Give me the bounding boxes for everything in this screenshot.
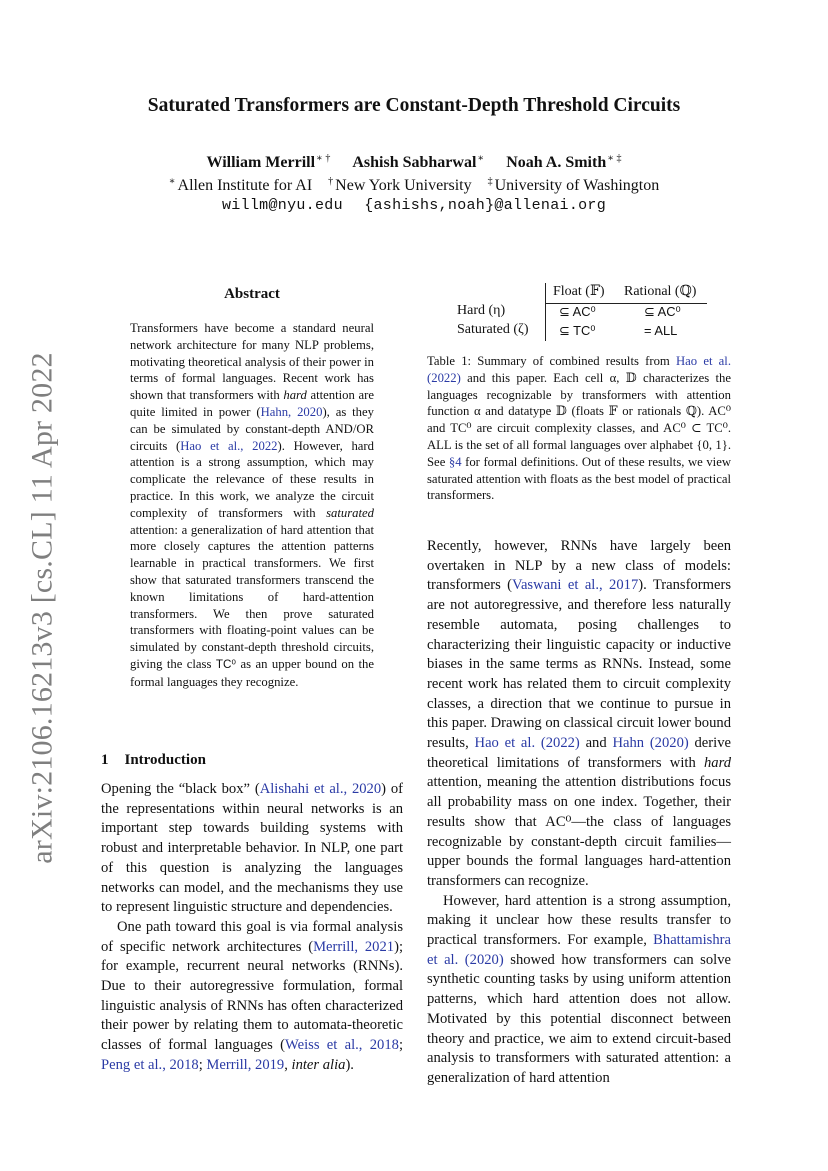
table-header-rational: Rational (ℚ) bbox=[624, 284, 697, 299]
results-table bbox=[449, 283, 719, 343]
citation-link[interactable]: Hao et al. (2022) bbox=[474, 735, 580, 752]
table-cell: ⊆ AC⁰ bbox=[559, 304, 596, 319]
citation-link[interactable]: Merrill, 2019 bbox=[206, 1056, 285, 1073]
table-row-label: Hard (η) bbox=[457, 303, 506, 318]
affiliation: ∗ Allen Institute for AI bbox=[168, 176, 313, 195]
right-column-body bbox=[427, 537, 731, 1089]
left-column-body bbox=[101, 780, 403, 1076]
table-row-label: Saturated (ζ) bbox=[457, 322, 529, 337]
citation-link[interactable]: Alishahi et al., 2020 bbox=[259, 781, 382, 797]
paragraph: However, hard attention is a strong assumption, making it unclear how these results transfer to practical transformers. For example, Bhattamishra et al. (2020) showed how transformers can solve synthetic counting tasks by using uniform attention patterns, which hard attention does not allow. Motivated by this potential disconnect between theory and practice, we aim to extend circuit-based analysis to transformers with saturated attention: a generalization of hard attention bbox=[427, 892, 731, 1086]
author-list bbox=[0, 153, 828, 172]
table-caption: Table 1: Summary of combined results from Hao et al. (2022) and this paper. Each cell α, 𝔻 characterizes the languages recognizable by transformers with attention function α and datatype 𝔻 (floats 𝔽 or rationals ℚ). AC⁰ and TC⁰ are circuit complexity classes, and AC⁰ ⊂ TC⁰. ALL is the set of all formal languages over alphabet {0, 1}. See §4 for formal definitions. Out of these results, we view saturated attention with floats as the best model of practical transformers. bbox=[427, 354, 732, 503]
arxiv-side-stamp bbox=[23, 352, 63, 864]
table-cell: ⊆ AC⁰ bbox=[644, 304, 681, 319]
table-vertical-rule bbox=[545, 283, 546, 341]
paragraph: Opening the “black box” (Alishahi et al., 2020) of the representations within neural networks is an important step towards building systems with robust and interpretable behavior. In NLP, one part of this question is analyzing the languages networks can model, and the mechanisms they use to represent linguistic structure and dependencies. bbox=[101, 781, 403, 916]
author: William Merrill∗ † bbox=[206, 153, 331, 172]
table-cell: = ALL bbox=[644, 323, 678, 338]
citation-link[interactable]: Vaswani et al., 2017 bbox=[512, 577, 639, 594]
abstract-heading: Abstract bbox=[224, 286, 280, 302]
table-header-float: Float (𝔽) bbox=[553, 284, 605, 299]
citation-link[interactable]: Hahn (2020) bbox=[612, 735, 689, 752]
section-number: 1 bbox=[101, 752, 109, 768]
author: Ashish Sabharwal∗ bbox=[352, 153, 485, 172]
email: willm@nyu.edu bbox=[221, 197, 343, 214]
citation-link[interactable]: Peng et al., 2018 bbox=[101, 1056, 199, 1073]
affiliation: † New York University bbox=[328, 176, 472, 195]
section-heading bbox=[101, 752, 206, 769]
email: {ashishs,noah}@allenai.org bbox=[364, 197, 607, 214]
citation-link[interactable]: Merrill, 2021 bbox=[313, 938, 395, 955]
paper-title: Saturated Transformers are Constant-Depth Threshold Circuits bbox=[147, 95, 681, 116]
affiliation-list bbox=[0, 176, 828, 195]
section-link[interactable]: §4 bbox=[448, 454, 462, 469]
section-title: Introduction bbox=[124, 752, 206, 768]
author: Noah A. Smith∗ ‡ bbox=[506, 153, 622, 172]
affiliation: ‡ University of Washington bbox=[487, 176, 660, 195]
citation-link[interactable]: Hao et al., 2022 bbox=[180, 438, 278, 453]
paragraph: One path toward this goal is via formal analysis of specific network architectures (Merrill, 2021); for example, recurrent neural networks (RNNs). Due to their autoregressive formulation, formal linguistic analysis of RNNs has often characterized their power by relating them to automata-theoretic classes of formal languages (Weiss et al., 2018; Peng et al., 2018; Merrill, 2019, inter alia). bbox=[101, 918, 404, 1073]
email-list bbox=[0, 197, 828, 214]
citation-link[interactable]: Bhattamishra et al. (2020) bbox=[427, 932, 731, 968]
abstract-text: Transformers have become a standard neural network architecture for many NLP problems, motivating theoretical analysis of their power in terms of formal languages. Recent work has shown that transformers with hard attention are quite limited in power (Hahn, 2020), as they can be simulated by constant-depth AND/OR circuits (Hao et al., 2022). However, hard attention is a strong assumption, which may complicate the relevance of these results in practice. In this work, we analyze the circuit complexity of transformers with saturated attention: a generalization of hard attention that more closely captures the attention patterns learnable in practical transformers. We first show that saturated transformers transcend the known limitations of hard-attention transformers. We then prove saturated transformers with floating-point values can be simulated by constant-depth threshold circuits, giving the class TC⁰ as an upper bound on the formal languages they recognize. bbox=[130, 321, 375, 689]
arxiv-identifier: arXiv:2106.16213v3 [cs.CL] 11 Apr 2022 bbox=[26, 352, 59, 864]
citation-link[interactable]: Hao et al. (2022) bbox=[427, 354, 732, 385]
citation-link[interactable]: Weiss et al., 2018 bbox=[285, 1037, 399, 1054]
citation-link[interactable]: Hahn, 2020 bbox=[260, 404, 323, 419]
table-cell: ⊆ TC⁰ bbox=[559, 323, 596, 338]
paragraph: Recently, however, RNNs have largely been overtaken in NLP by a new class of models: transformers (Vaswani et al., 2017). Transformers are not autoregressive, and therefore less naturally resemble automata, posing challenges to characterizing their linguistic capacity or inductive biases in the same terms as RNNs. Instead, some recent work has related them to circuit complexity classes, a direction that we continue to pursue in this paper. Drawing on classical circuit lower bound results, Hao et al. (2022) and Hahn (2020) derive theoretical limitations of transformers with hard attention, meaning the attention distributions focus all probability mass on one index. Together, their results show that AC⁰—the class of languages recognizable by constant-depth circuit families—upper bounds the formal languages hard-attention transformers can recognize. bbox=[427, 538, 731, 889]
